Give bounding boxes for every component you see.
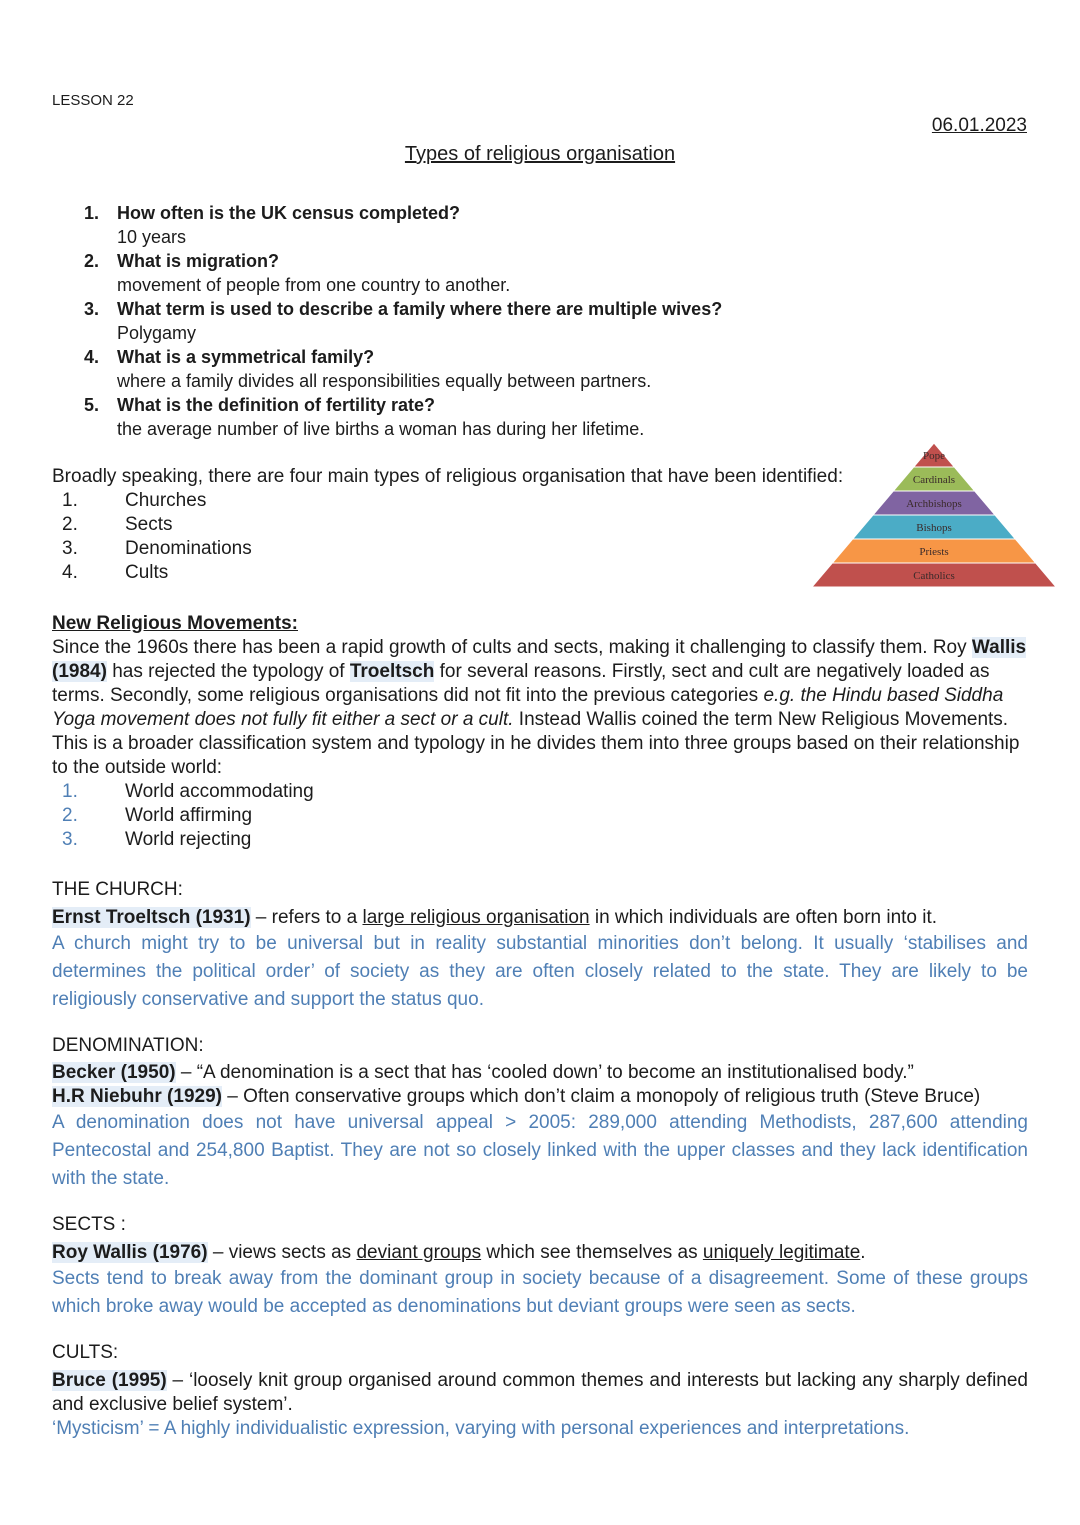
intro-text: Broadly speaking, there are four main types of religious organisation that have been identified: bbox=[52, 466, 844, 487]
sects-section bbox=[52, 1213, 1028, 1321]
quiz-item bbox=[84, 249, 804, 297]
denomination-definition: H.R Niebuhr (1929) – Often conservative groups which don’t claim a monopoly of religious truth (Steve Bruce) bbox=[52, 1086, 981, 1107]
quiz-answer: 10 years bbox=[117, 227, 187, 247]
highlighted-author: H.R Niebuhr (1929) bbox=[52, 1086, 222, 1107]
quiz-question: What is the definition of fertility rate? bbox=[117, 395, 436, 415]
highlighted-author: Roy Wallis (1976) bbox=[52, 1242, 208, 1263]
list-item: 3. World rejecting bbox=[62, 829, 252, 850]
sects-note: Sects tend to break away from the dominant group in society because of a disagreement. Some of these groups which broke away would be accepted as denominations but deviant groups were seen as sects. bbox=[52, 1268, 1028, 1317]
quiz-question: How often is the UK census completed? bbox=[117, 203, 461, 223]
denomination-definition: Becker (1950) – “A denomination is a sect that has ‘cooled down’ to become an institutionalised body.” bbox=[52, 1062, 914, 1083]
nrm-paragraph: Since the 1960s there has been a rapid growth of cults and sects, making it challenging to classify them. Roy Wallis (1984) has rejected the typology of Troeltsch for several reasons. Firstly, sect and cult are negatively loaded as terms. Secondly, some religious organisations did not fit into the previous categories e.g. the Hindu based Siddha Yoga movement does not fully fit either a sect or a cult. Instead Wallis coined the term New Religious Movements. This is a broader classification system and typology in he divides them into three groups based on their relationship to the outside world: bbox=[52, 637, 1027, 778]
highlighted-author: Bruce (1995) bbox=[52, 1370, 167, 1391]
quiz-question: What is migration? bbox=[117, 251, 279, 271]
pyramid-level-label: Priests bbox=[919, 546, 949, 558]
quiz-number: 3. bbox=[84, 299, 100, 319]
cults-note: ‘Mysticism’ = A highly individualistic expression, varying with personal experiences and interpretations. bbox=[52, 1418, 910, 1439]
denomination-note: A denomination does not have universal appeal > 2005: 289,000 attending Methodists, 287,600 attending Pentecostal and 254,800 Baptist. They are not so closely linked with the upper classes and they lack identification with the state. bbox=[52, 1112, 1028, 1189]
quiz-question: What is a symmetrical family? bbox=[117, 347, 375, 367]
quiz-list bbox=[84, 201, 804, 441]
nrm-list bbox=[52, 780, 1028, 852]
quiz-answer: the average number of live births a woman has during her lifetime. bbox=[117, 419, 645, 439]
section-heading: CULTS: bbox=[52, 1342, 119, 1363]
new-religious-movements-section bbox=[52, 612, 1028, 852]
pyramid-level-label: Pope bbox=[923, 450, 945, 462]
quiz-item bbox=[84, 393, 804, 441]
document-date: 06.01.2023 bbox=[931, 115, 1027, 136]
quiz-number: 4. bbox=[84, 347, 100, 367]
pyramid-level-label: Cardinals bbox=[912, 474, 956, 486]
quiz-item bbox=[84, 201, 804, 249]
highlighted-author: Ernst Troeltsch (1931) bbox=[52, 907, 251, 928]
section-heading: THE CHURCH: bbox=[52, 879, 183, 900]
section-heading: New Religious Movements: bbox=[52, 613, 298, 634]
church-note: A church might try to be universal but in reality substantial minorities don’t belong. It usually ‘stabilises and determines the political order’ of society as they are often closely related to the state. They are likely to be religiously conservative and support the status quo. bbox=[52, 933, 1028, 1010]
list-item: 2. Sects bbox=[62, 514, 173, 535]
list-item: 1. Churches bbox=[62, 490, 207, 511]
lesson-label: LESSON 22 bbox=[52, 92, 134, 109]
pyramid-level-label: Archbishops bbox=[906, 498, 962, 510]
cults-definition: Bruce (1995) – ‘loosely knit group organised around common themes and interests but lacking any sharply defined and exclusive belief system’. bbox=[52, 1370, 1028, 1415]
quiz-number: 5. bbox=[84, 395, 100, 415]
catholic-hierarchy-pyramid bbox=[810, 441, 1058, 587]
quiz-item bbox=[84, 297, 804, 345]
quiz-answer: where a family divides all responsibilities equally between partners. bbox=[117, 371, 652, 391]
quiz-answer: movement of people from one country to another. bbox=[117, 275, 511, 295]
church-section bbox=[52, 878, 1028, 1014]
denomination-section bbox=[52, 1034, 1028, 1193]
section-heading: DENOMINATION: bbox=[52, 1035, 204, 1056]
sects-definition: Roy Wallis (1976) – views sects as deviant groups which see themselves as uniquely legitimate. bbox=[52, 1242, 866, 1263]
types-intro bbox=[52, 465, 892, 585]
list-item: 2. World affirming bbox=[62, 805, 253, 826]
list-item: 4. Cults bbox=[62, 562, 169, 583]
list-item: 1. World accommodating bbox=[62, 781, 314, 802]
quiz-answer: Polygamy bbox=[117, 323, 197, 343]
list-item: 3. Denominations bbox=[62, 538, 252, 559]
quiz-number: 2. bbox=[84, 251, 100, 271]
highlighted-author: Wallis (1984) bbox=[52, 637, 1027, 682]
highlighted-author: Becker (1950) bbox=[52, 1062, 176, 1083]
quiz-item bbox=[84, 345, 804, 393]
quiz-question: What term is used to describe a family where there are multiple wives? bbox=[117, 299, 723, 319]
quiz-number: 1. bbox=[84, 203, 100, 223]
highlighted-author: Troeltsch bbox=[349, 661, 435, 682]
types-list bbox=[52, 489, 892, 585]
page-title: Types of religious organisation bbox=[404, 143, 676, 165]
cults-section bbox=[52, 1341, 1028, 1441]
church-definition: Ernst Troeltsch (1931) – refers to a large religious organisation in which individuals are often born into it. bbox=[52, 907, 938, 928]
pyramid-level-label: Catholics bbox=[913, 570, 955, 582]
section-heading: SECTS : bbox=[52, 1214, 126, 1235]
pyramid-level-label: Bishops bbox=[916, 522, 952, 534]
